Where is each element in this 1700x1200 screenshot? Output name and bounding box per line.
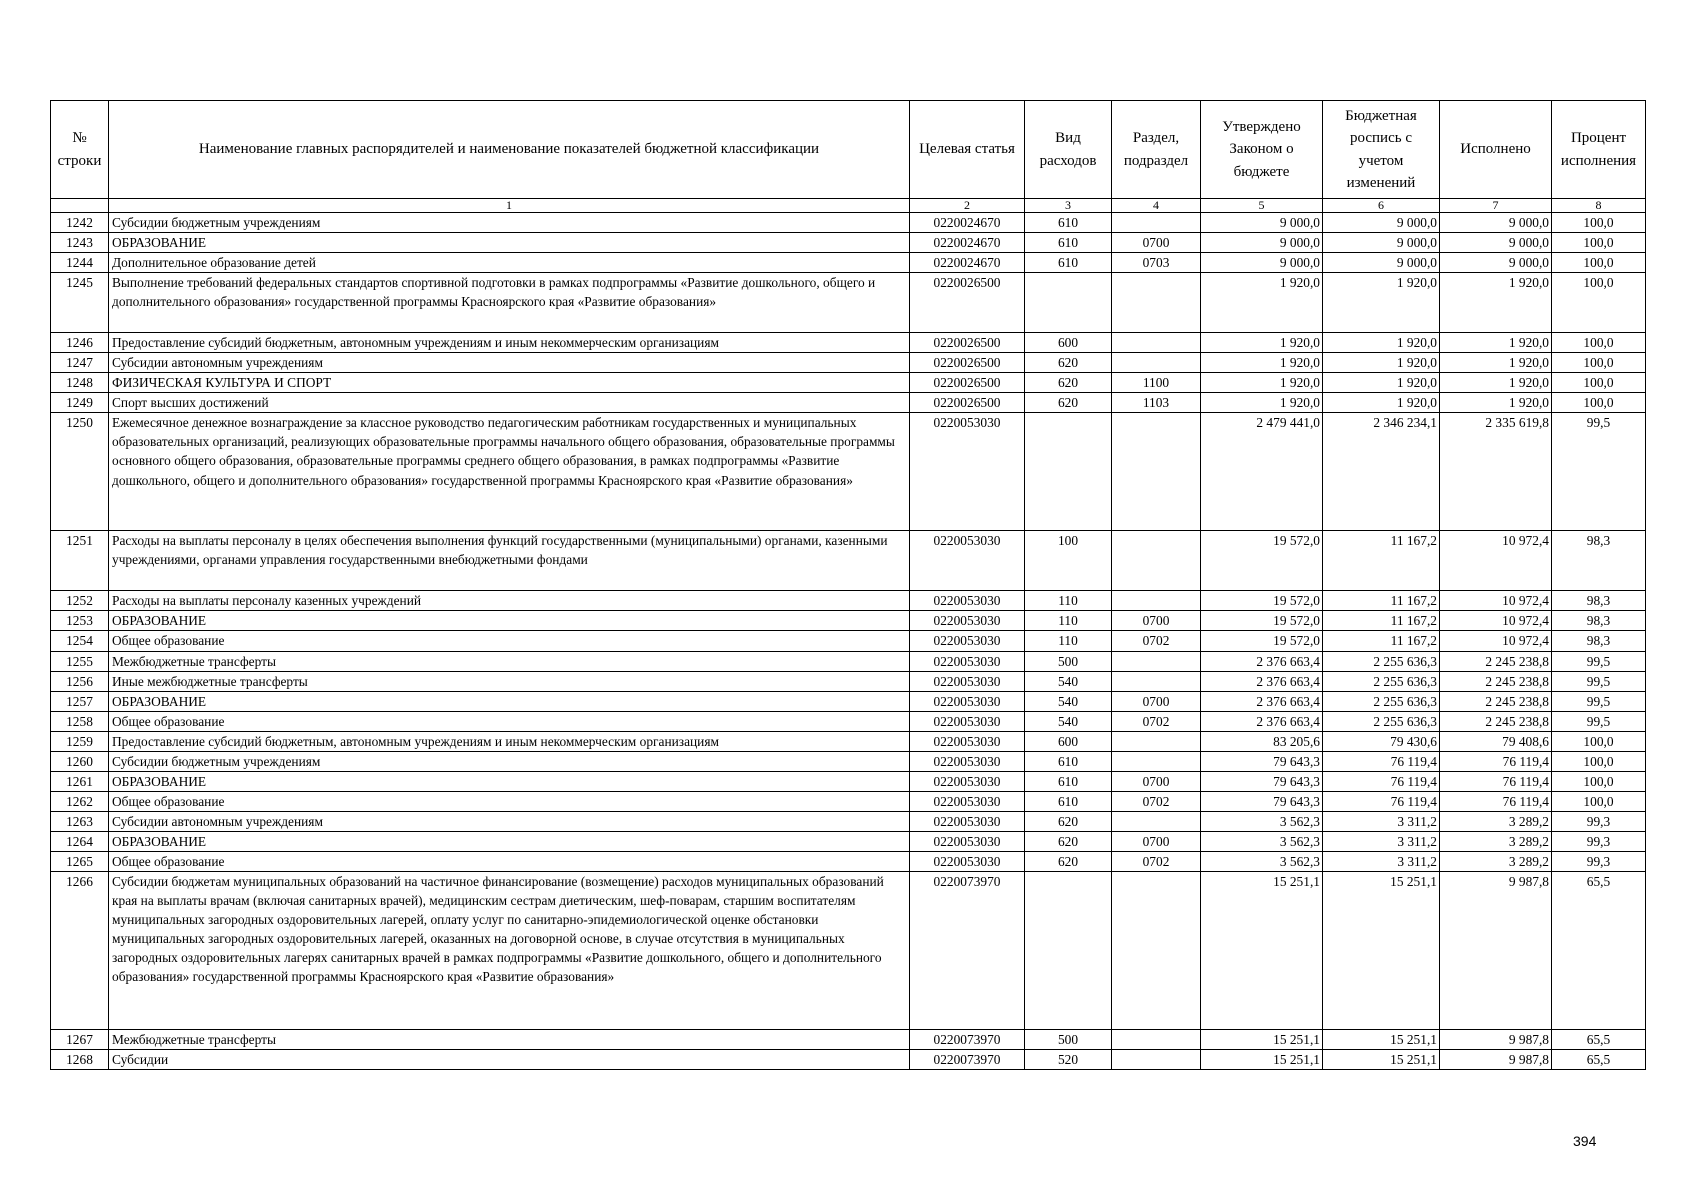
cell-row-number: 1262	[51, 791, 109, 811]
cell-indicator-name: Общее образование	[109, 851, 910, 871]
cell-indicator-name: Расходы на выплаты персоналу в целях обеспечения выполнения функций государственными (муниципальными) органами, казенными учреждениями, органами управления государственными внебюджетными фондами	[109, 531, 910, 591]
cell-execution-percent: 99,3	[1552, 851, 1646, 871]
cell-row-number: 1264	[51, 831, 109, 851]
cell-indicator-name: Выполнение требований федеральных стандартов спортивной подготовки в рамках подпрограммы «Развитие дошкольного, общего и дополнительного образования» государственной программы Красноярского края «Развитие образования»	[109, 273, 910, 333]
budget-table-sheet	[50, 100, 1645, 1070]
cell-executed: 9 000,0	[1440, 213, 1552, 233]
cell-execution-percent: 98,3	[1552, 631, 1646, 651]
cell-approved-by-law: 2 376 663,4	[1201, 711, 1323, 731]
cell-section	[1112, 213, 1201, 233]
header-target-article: Целевая статья	[910, 101, 1025, 199]
header-execution-percent: Процент исполнения	[1552, 101, 1646, 199]
header-executed: Исполнено	[1440, 101, 1552, 199]
cell-executed: 9 987,8	[1440, 1029, 1552, 1049]
cell-approved-by-law: 2 376 663,4	[1201, 671, 1323, 691]
table-row	[51, 253, 1646, 273]
cell-expense-type: 610	[1025, 791, 1112, 811]
cell-executed: 3 289,2	[1440, 851, 1552, 871]
cell-indicator-name: Субсидии бюджетным учреждениям	[109, 751, 910, 771]
cell-budget-schedule: 1 920,0	[1323, 273, 1440, 333]
header-index-7: 7	[1440, 199, 1552, 213]
table-row	[51, 591, 1646, 611]
cell-target-article: 0220073970	[910, 1029, 1025, 1049]
cell-approved-by-law: 9 000,0	[1201, 233, 1323, 253]
cell-indicator-name: Предоставление субсидий бюджетным, автономным учреждениям и иным некоммерческим организациям	[109, 731, 910, 751]
cell-row-number: 1258	[51, 711, 109, 731]
cell-row-number: 1243	[51, 233, 109, 253]
cell-row-number: 1252	[51, 591, 109, 611]
cell-target-article: 0220026500	[910, 353, 1025, 373]
cell-indicator-name: ОБРАЗОВАНИЕ	[109, 831, 910, 851]
cell-budget-schedule: 3 311,2	[1323, 811, 1440, 831]
cell-expense-type: 540	[1025, 711, 1112, 731]
cell-executed: 1 920,0	[1440, 353, 1552, 373]
cell-target-article: 0220053030	[910, 811, 1025, 831]
cell-executed: 10 972,4	[1440, 591, 1552, 611]
cell-indicator-name: Субсидии	[109, 1049, 910, 1069]
cell-execution-percent: 100,0	[1552, 791, 1646, 811]
cell-budget-schedule: 15 251,1	[1323, 871, 1440, 1029]
cell-executed: 1 920,0	[1440, 333, 1552, 353]
cell-budget-schedule: 1 920,0	[1323, 373, 1440, 393]
cell-row-number: 1248	[51, 373, 109, 393]
cell-target-article: 0220053030	[910, 651, 1025, 671]
budget-execution-table	[50, 100, 1646, 1070]
cell-expense-type: 610	[1025, 771, 1112, 791]
cell-execution-percent: 99,3	[1552, 831, 1646, 851]
cell-approved-by-law: 1 920,0	[1201, 393, 1323, 413]
cell-expense-type: 540	[1025, 671, 1112, 691]
cell-target-article: 0220024670	[910, 253, 1025, 273]
cell-approved-by-law: 3 562,3	[1201, 851, 1323, 871]
cell-approved-by-law: 19 572,0	[1201, 591, 1323, 611]
cell-execution-percent: 65,5	[1552, 1049, 1646, 1069]
cell-budget-schedule: 79 430,6	[1323, 731, 1440, 751]
cell-expense-type: 620	[1025, 373, 1112, 393]
cell-execution-percent: 100,0	[1552, 731, 1646, 751]
cell-execution-percent: 100,0	[1552, 273, 1646, 333]
cell-executed: 79 408,6	[1440, 731, 1552, 751]
cell-expense-type: 110	[1025, 591, 1112, 611]
cell-executed: 9 987,8	[1440, 871, 1552, 1029]
cell-approved-by-law: 2 376 663,4	[1201, 651, 1323, 671]
cell-row-number: 1259	[51, 731, 109, 751]
cell-budget-schedule: 76 119,4	[1323, 751, 1440, 771]
cell-expense-type: 620	[1025, 393, 1112, 413]
cell-expense-type: 610	[1025, 233, 1112, 253]
cell-approved-by-law: 1 920,0	[1201, 273, 1323, 333]
cell-budget-schedule: 9 000,0	[1323, 253, 1440, 273]
cell-indicator-name: Общее образование	[109, 631, 910, 651]
cell-expense-type: 600	[1025, 333, 1112, 353]
cell-approved-by-law: 3 562,3	[1201, 831, 1323, 851]
cell-indicator-name: Межбюджетные трансферты	[109, 651, 910, 671]
table-row	[51, 831, 1646, 851]
cell-section	[1112, 811, 1201, 831]
header-expense-type: Вид расходов	[1025, 101, 1112, 199]
table-row	[51, 333, 1646, 353]
cell-expense-type	[1025, 273, 1112, 333]
cell-execution-percent: 99,5	[1552, 711, 1646, 731]
table-row	[51, 213, 1646, 233]
cell-row-number: 1250	[51, 413, 109, 531]
cell-row-number: 1253	[51, 611, 109, 631]
cell-indicator-name: Субсидии автономным учреждениям	[109, 353, 910, 373]
cell-indicator-name: Субсидии бюджетам муниципальных образований на частичное финансирование (возмещение) расходов муниципальных образований края на выплаты врачам (включая санитарных врачей), медицинским сестрам диетическим, шеф-поварам, старшим воспитателям муниципальных загородных оздоровительных лагерей, оплату услуг по санитарно-эпидемиологической оценке обстановки муниципальных загородных оздоровительных лагерей, оказанных на договорной основе, в случае отсутствия в муниципальных загородных оздоровительных лагерях санитарных врачей в рамках подпрограммы «Развитие дошкольного, общего и дополнительного образования» государственной программы Красноярского края «Развитие образования»	[109, 871, 910, 1029]
cell-row-number: 1247	[51, 353, 109, 373]
cell-row-number: 1242	[51, 213, 109, 233]
table-row	[51, 651, 1646, 671]
cell-row-number: 1260	[51, 751, 109, 771]
cell-approved-by-law: 1 920,0	[1201, 373, 1323, 393]
cell-execution-percent: 100,0	[1552, 771, 1646, 791]
cell-approved-by-law: 9 000,0	[1201, 253, 1323, 273]
cell-execution-percent: 99,5	[1552, 651, 1646, 671]
header-index-2: 2	[910, 199, 1025, 213]
cell-expense-type: 620	[1025, 353, 1112, 373]
cell-target-article: 0220053030	[910, 671, 1025, 691]
header-row-number: № строки	[51, 101, 109, 199]
cell-approved-by-law: 19 572,0	[1201, 611, 1323, 631]
cell-budget-schedule: 3 311,2	[1323, 831, 1440, 851]
cell-expense-type: 610	[1025, 751, 1112, 771]
cell-approved-by-law: 15 251,1	[1201, 1049, 1323, 1069]
cell-row-number: 1266	[51, 871, 109, 1029]
cell-section: 0700	[1112, 691, 1201, 711]
table-row	[51, 611, 1646, 631]
cell-budget-schedule: 1 920,0	[1323, 353, 1440, 373]
cell-target-article: 0220053030	[910, 531, 1025, 591]
cell-section	[1112, 871, 1201, 1029]
cell-executed: 9 000,0	[1440, 253, 1552, 273]
cell-indicator-name: ОБРАЗОВАНИЕ	[109, 611, 910, 631]
header-index-empty	[51, 199, 109, 213]
cell-execution-percent: 99,3	[1552, 811, 1646, 831]
cell-row-number: 1268	[51, 1049, 109, 1069]
cell-row-number: 1246	[51, 333, 109, 353]
cell-execution-percent: 100,0	[1552, 373, 1646, 393]
cell-section	[1112, 731, 1201, 751]
header-index-5: 5	[1201, 199, 1323, 213]
cell-row-number: 1251	[51, 531, 109, 591]
cell-budget-schedule: 2 255 636,3	[1323, 671, 1440, 691]
cell-section: 0700	[1112, 233, 1201, 253]
table-row	[51, 811, 1646, 831]
table-row	[51, 413, 1646, 531]
table-row	[51, 393, 1646, 413]
cell-budget-schedule: 2 346 234,1	[1323, 413, 1440, 531]
cell-execution-percent: 100,0	[1552, 751, 1646, 771]
table-row	[51, 233, 1646, 253]
table-body	[51, 213, 1646, 1070]
cell-target-article: 0220053030	[910, 413, 1025, 531]
cell-budget-schedule: 15 251,1	[1323, 1029, 1440, 1049]
cell-execution-percent: 65,5	[1552, 1029, 1646, 1049]
cell-section: 0700	[1112, 831, 1201, 851]
cell-indicator-name: Межбюджетные трансферты	[109, 1029, 910, 1049]
cell-section	[1112, 413, 1201, 531]
table-row	[51, 671, 1646, 691]
cell-expense-type: 620	[1025, 811, 1112, 831]
header-index-4: 4	[1112, 199, 1201, 213]
header-index-row	[51, 199, 1646, 213]
cell-budget-schedule: 1 920,0	[1323, 333, 1440, 353]
cell-target-article: 0220026500	[910, 333, 1025, 353]
cell-execution-percent: 99,5	[1552, 671, 1646, 691]
cell-execution-percent: 100,0	[1552, 393, 1646, 413]
cell-budget-schedule: 11 167,2	[1323, 631, 1440, 651]
cell-execution-percent: 98,3	[1552, 531, 1646, 591]
cell-executed: 2 245 238,8	[1440, 671, 1552, 691]
header-approved-by-law: Утверждено Законом о бюджете	[1201, 101, 1323, 199]
cell-target-article: 0220053030	[910, 691, 1025, 711]
cell-section: 0700	[1112, 611, 1201, 631]
table-header	[51, 101, 1646, 213]
cell-execution-percent: 99,5	[1552, 413, 1646, 531]
cell-indicator-name: Предоставление субсидий бюджетным, автономным учреждениям и иным некоммерческим организациям	[109, 333, 910, 353]
cell-budget-schedule: 15 251,1	[1323, 1049, 1440, 1069]
table-row	[51, 373, 1646, 393]
cell-indicator-name: ОБРАЗОВАНИЕ	[109, 691, 910, 711]
cell-approved-by-law: 2 479 441,0	[1201, 413, 1323, 531]
cell-section	[1112, 751, 1201, 771]
header-index-6: 6	[1323, 199, 1440, 213]
table-row	[51, 531, 1646, 591]
cell-expense-type: 610	[1025, 253, 1112, 273]
cell-target-article: 0220073970	[910, 1049, 1025, 1069]
cell-execution-percent: 98,3	[1552, 591, 1646, 611]
cell-execution-percent: 100,0	[1552, 333, 1646, 353]
cell-budget-schedule: 2 255 636,3	[1323, 711, 1440, 731]
cell-indicator-name: Спорт высших достижений	[109, 393, 910, 413]
cell-row-number: 1267	[51, 1029, 109, 1049]
cell-executed: 10 972,4	[1440, 631, 1552, 651]
cell-indicator-name: ФИЗИЧЕСКАЯ КУЛЬТУРА И СПОРТ	[109, 373, 910, 393]
table-row	[51, 871, 1646, 1029]
cell-section: 0702	[1112, 631, 1201, 651]
cell-indicator-name: Общее образование	[109, 711, 910, 731]
cell-executed: 1 920,0	[1440, 373, 1552, 393]
cell-indicator-name: Субсидии бюджетным учреждениям	[109, 213, 910, 233]
table-row	[51, 711, 1646, 731]
cell-section: 0703	[1112, 253, 1201, 273]
cell-approved-by-law: 79 643,3	[1201, 771, 1323, 791]
cell-target-article: 0220053030	[910, 831, 1025, 851]
cell-approved-by-law: 15 251,1	[1201, 1029, 1323, 1049]
cell-budget-schedule: 9 000,0	[1323, 213, 1440, 233]
cell-section	[1112, 273, 1201, 333]
cell-section	[1112, 531, 1201, 591]
cell-executed: 76 119,4	[1440, 771, 1552, 791]
cell-section: 0702	[1112, 851, 1201, 871]
cell-indicator-name: ОБРАЗОВАНИЕ	[109, 771, 910, 791]
cell-expense-type: 520	[1025, 1049, 1112, 1069]
cell-budget-schedule: 11 167,2	[1323, 531, 1440, 591]
cell-section: 0702	[1112, 791, 1201, 811]
cell-row-number: 1263	[51, 811, 109, 831]
cell-row-number: 1257	[51, 691, 109, 711]
cell-expense-type: 110	[1025, 631, 1112, 651]
header-index-1: 1	[109, 199, 910, 213]
cell-row-number: 1244	[51, 253, 109, 273]
cell-expense-type: 620	[1025, 851, 1112, 871]
cell-expense-type: 110	[1025, 611, 1112, 631]
cell-indicator-name: Ежемесячное денежное вознаграждение за классное руководство педагогическим работникам государственных и муниципальных образовательных организаций, реализующих образовательные программы начального общего образования, образовательные программы основного общего образования, образовательные программы среднего общего образования, в рамках подпрограммы «Развитие дошкольного, общего и дополнительного образования» государственной программы Красноярского края «Развитие образования»	[109, 413, 910, 531]
cell-row-number: 1255	[51, 651, 109, 671]
cell-approved-by-law: 1 920,0	[1201, 333, 1323, 353]
cell-executed: 3 289,2	[1440, 831, 1552, 851]
cell-indicator-name: Иные межбюджетные трансферты	[109, 671, 910, 691]
cell-executed: 2 245 238,8	[1440, 691, 1552, 711]
cell-indicator-name: ОБРАЗОВАНИЕ	[109, 233, 910, 253]
cell-executed: 1 920,0	[1440, 273, 1552, 333]
cell-target-article: 0220053030	[910, 631, 1025, 651]
cell-section	[1112, 333, 1201, 353]
table-row	[51, 791, 1646, 811]
table-row	[51, 1049, 1646, 1069]
header-index-8: 8	[1552, 199, 1646, 213]
cell-execution-percent: 100,0	[1552, 353, 1646, 373]
cell-execution-percent: 99,5	[1552, 691, 1646, 711]
cell-executed: 2 245 238,8	[1440, 651, 1552, 671]
cell-expense-type	[1025, 413, 1112, 531]
header-name: Наименование главных распорядителей и наименование показателей бюджетной классификации	[109, 101, 910, 199]
cell-section	[1112, 1029, 1201, 1049]
cell-row-number: 1245	[51, 273, 109, 333]
cell-budget-schedule: 1 920,0	[1323, 393, 1440, 413]
cell-target-article: 0220024670	[910, 213, 1025, 233]
header-section: Раздел, подраздел	[1112, 101, 1201, 199]
cell-target-article: 0220073970	[910, 871, 1025, 1029]
cell-budget-schedule: 9 000,0	[1323, 233, 1440, 253]
cell-row-number: 1256	[51, 671, 109, 691]
cell-approved-by-law: 15 251,1	[1201, 871, 1323, 1029]
cell-executed: 2 335 619,8	[1440, 413, 1552, 531]
cell-row-number: 1249	[51, 393, 109, 413]
cell-budget-schedule: 11 167,2	[1323, 611, 1440, 631]
cell-executed: 9 987,8	[1440, 1049, 1552, 1069]
cell-expense-type: 540	[1025, 691, 1112, 711]
cell-approved-by-law: 79 643,3	[1201, 751, 1323, 771]
cell-row-number: 1254	[51, 631, 109, 651]
cell-indicator-name: Общее образование	[109, 791, 910, 811]
cell-target-article: 0220053030	[910, 791, 1025, 811]
cell-target-article: 0220053030	[910, 711, 1025, 731]
cell-target-article: 0220026500	[910, 273, 1025, 333]
cell-target-article: 0220053030	[910, 751, 1025, 771]
table-row	[51, 353, 1646, 373]
cell-indicator-name: Дополнительное образование детей	[109, 253, 910, 273]
cell-executed: 3 289,2	[1440, 811, 1552, 831]
cell-section: 1100	[1112, 373, 1201, 393]
cell-target-article: 0220053030	[910, 591, 1025, 611]
cell-expense-type: 620	[1025, 831, 1112, 851]
table-row	[51, 691, 1646, 711]
cell-budget-schedule: 76 119,4	[1323, 791, 1440, 811]
cell-target-article: 0220053030	[910, 731, 1025, 751]
cell-budget-schedule: 2 255 636,3	[1323, 651, 1440, 671]
table-row	[51, 771, 1646, 791]
cell-budget-schedule: 76 119,4	[1323, 771, 1440, 791]
cell-executed: 76 119,4	[1440, 751, 1552, 771]
cell-approved-by-law: 83 205,6	[1201, 731, 1323, 751]
cell-budget-schedule: 11 167,2	[1323, 591, 1440, 611]
cell-target-article: 0220024670	[910, 233, 1025, 253]
header-index-3: 3	[1025, 199, 1112, 213]
cell-budget-schedule: 3 311,2	[1323, 851, 1440, 871]
cell-section: 0700	[1112, 771, 1201, 791]
table-row	[51, 851, 1646, 871]
cell-row-number: 1265	[51, 851, 109, 871]
cell-approved-by-law: 1 920,0	[1201, 353, 1323, 373]
header-row	[51, 101, 1646, 199]
table-row	[51, 273, 1646, 333]
table-row	[51, 631, 1646, 651]
cell-approved-by-law: 79 643,3	[1201, 791, 1323, 811]
cell-section: 0702	[1112, 711, 1201, 731]
cell-indicator-name: Расходы на выплаты персоналу казенных учреждений	[109, 591, 910, 611]
cell-section	[1112, 671, 1201, 691]
cell-approved-by-law: 19 572,0	[1201, 531, 1323, 591]
cell-approved-by-law: 3 562,3	[1201, 811, 1323, 831]
cell-expense-type: 600	[1025, 731, 1112, 751]
cell-section	[1112, 353, 1201, 373]
cell-expense-type: 500	[1025, 1029, 1112, 1049]
cell-executed: 2 245 238,8	[1440, 711, 1552, 731]
cell-execution-percent: 100,0	[1552, 233, 1646, 253]
cell-execution-percent: 65,5	[1552, 871, 1646, 1029]
cell-section	[1112, 1049, 1201, 1069]
cell-executed: 1 920,0	[1440, 393, 1552, 413]
cell-section: 1103	[1112, 393, 1201, 413]
cell-execution-percent: 98,3	[1552, 611, 1646, 631]
cell-expense-type: 100	[1025, 531, 1112, 591]
cell-executed: 10 972,4	[1440, 611, 1552, 631]
cell-target-article: 0220026500	[910, 393, 1025, 413]
cell-executed: 76 119,4	[1440, 791, 1552, 811]
cell-section	[1112, 591, 1201, 611]
table-row	[51, 751, 1646, 771]
table-row	[51, 1029, 1646, 1049]
cell-execution-percent: 100,0	[1552, 213, 1646, 233]
cell-target-article: 0220026500	[910, 373, 1025, 393]
cell-target-article: 0220053030	[910, 611, 1025, 631]
cell-executed: 9 000,0	[1440, 233, 1552, 253]
page-number: 394	[1573, 1133, 1597, 1149]
cell-execution-percent: 100,0	[1552, 253, 1646, 273]
cell-target-article: 0220053030	[910, 851, 1025, 871]
cell-expense-type	[1025, 871, 1112, 1029]
cell-section	[1112, 651, 1201, 671]
cell-budget-schedule: 2 255 636,3	[1323, 691, 1440, 711]
cell-expense-type: 610	[1025, 213, 1112, 233]
cell-target-article: 0220053030	[910, 771, 1025, 791]
header-budget-schedule: Бюджетная роспись с учетом изменений	[1323, 101, 1440, 199]
cell-expense-type: 500	[1025, 651, 1112, 671]
cell-row-number: 1261	[51, 771, 109, 791]
cell-indicator-name: Субсидии автономным учреждениям	[109, 811, 910, 831]
cell-approved-by-law: 19 572,0	[1201, 631, 1323, 651]
cell-approved-by-law: 2 376 663,4	[1201, 691, 1323, 711]
cell-approved-by-law: 9 000,0	[1201, 213, 1323, 233]
cell-executed: 10 972,4	[1440, 531, 1552, 591]
table-row	[51, 731, 1646, 751]
